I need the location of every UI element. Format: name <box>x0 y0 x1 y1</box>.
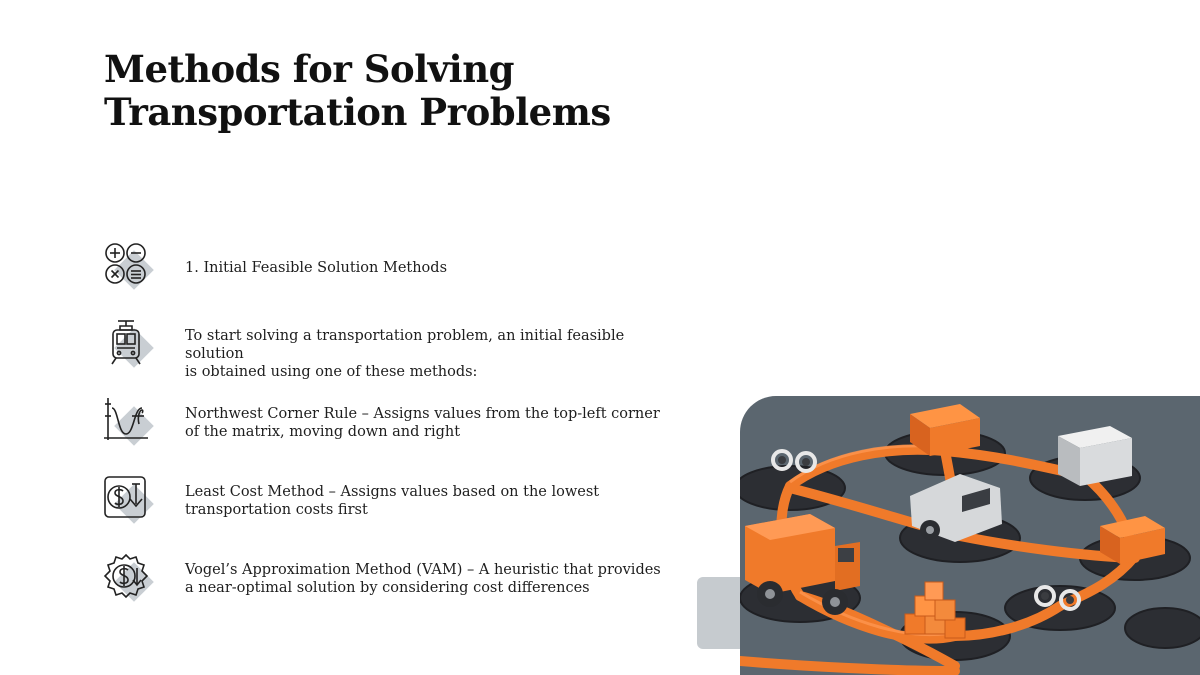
item-text-line-1: Least Cost Method – Assigns values based on the lowest <box>185 484 600 500</box>
list-item <box>100 316 700 380</box>
dollar-down-icon <box>102 474 150 522</box>
title-line-1: Methods for Solving <box>104 47 515 91</box>
math-operators-icon <box>102 240 150 288</box>
item-text-line-1: To start solving a transportation problem, an initial feasible solution <box>185 328 625 362</box>
slide-title <box>104 48 724 134</box>
list-item <box>100 394 700 454</box>
item-text-line-1: Northwest Corner Rule – Assigns values from the top-left corner <box>185 406 660 422</box>
tram-icon <box>102 318 150 366</box>
function-graph-icon <box>102 396 150 444</box>
list-item <box>100 238 700 298</box>
item-text-line-1: Vogel’s Approximation Method (VAM) – A heuristic that provides <box>185 562 661 578</box>
item-text-line-2: of the matrix, moving down and right <box>185 424 461 440</box>
item-text-line-2: transportation costs first <box>185 502 368 518</box>
list-item <box>100 472 700 532</box>
title-line-2: Transportation Problems <box>104 90 611 134</box>
item-text-line-2: is obtained using one of these methods: <box>185 364 478 380</box>
list-item <box>100 550 700 610</box>
logistics-illustration <box>740 396 1200 675</box>
item-text-line-1: 1. Initial Feasible Solution Methods <box>185 260 448 276</box>
dollar-gear-icon <box>102 552 150 600</box>
item-text-line-2: a near-optimal solution by considering cost differences <box>185 580 590 596</box>
